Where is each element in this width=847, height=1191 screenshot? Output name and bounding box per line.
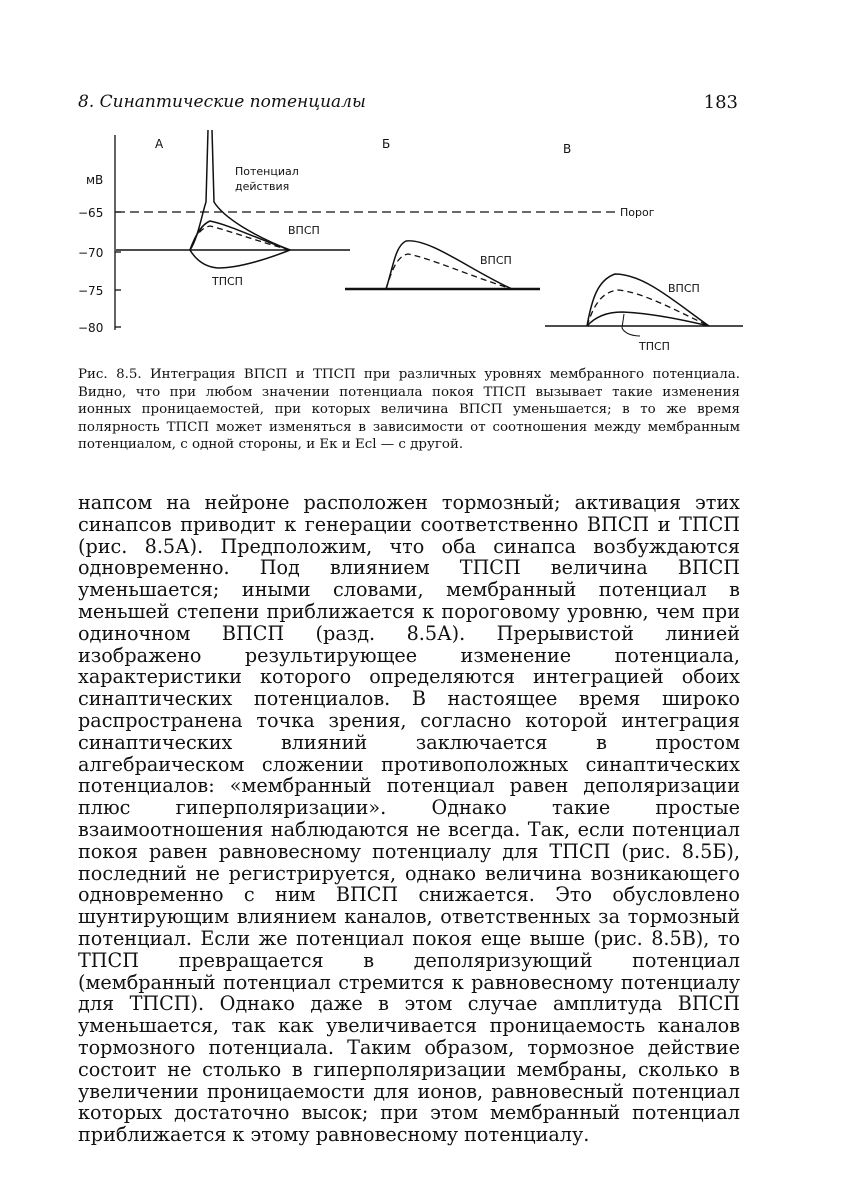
- action-potential-label: Потенциал: [235, 165, 299, 178]
- y-tick-label: −75: [78, 284, 104, 298]
- summed-potential-a: [190, 226, 290, 250]
- ipsp-curve-a: [190, 250, 290, 268]
- page-number: 183: [703, 92, 738, 113]
- ipsp-curve-c: [587, 312, 709, 326]
- epsp-label-b: ВПСП: [480, 254, 512, 267]
- epsp-label-c: ВПСП: [668, 282, 700, 295]
- y-tick-label: −65: [78, 206, 104, 220]
- action-potential-label: действия: [235, 180, 290, 193]
- figure-8-5: [60, 130, 760, 362]
- section-title: 8. Синаптические потенциалы: [78, 92, 366, 112]
- ipsp-label-a: ТПСП: [212, 275, 243, 288]
- threshold-label: Порог: [620, 206, 655, 219]
- figure-diagram: [60, 130, 760, 362]
- body-text: [78, 492, 740, 1146]
- panel-label-c: В: [563, 142, 572, 156]
- ipsp-pointer-c: [622, 314, 640, 336]
- epsp-label-a: ВПСП: [288, 224, 320, 237]
- y-tick-label: −70: [78, 246, 104, 260]
- y-tick-label: −80: [78, 321, 104, 335]
- body-paragraph: напсом на нейроне расположен тормозный; активация этих синапсов приводит к генерации соответственно ВПСП и ТПСП (рис. 8.5А). Предположим, что оба синапса возбуждаются одновременно. Под влиянием ТПСП величина ВПСП уменьшается; иными словами, мембранный потенциал в меньшей степени приближается к пороговому уровню, чем при одиночном ВПСП (разд. 8.5А). Прерывистой линией изображено результирующее изменение потенциала, характеристики которого определяются интеграцией обоих синаптических потенциалов. В настоящее время широко распространена точка зрения, согласно которой интеграция синаптических влияний заключается в простом алгебраическом сложении противоположных синаптических потенциалов: «мембранный потенциал равен деполяризации плюс гиперполяризации». Однако такие простые взаимоотношения наблюдаются не всегда. Так, если потенциал покоя равен равновесному потенциалу для ТПСП (рис. 8.5Б), последний не регистрируется, однако величина возникающего одновременно с ним ВПСП снижается. Это обусловлено шунтирующим влиянием каналов, ответственных за тормозный потенциал. Если же потенциал покоя еще выше (рис. 8.5В), то ТПСП превращается в деполяризующий потенциал (мембранный потенциал стремится к равновесному потенциалу для ТПСП). Однако даже в этом случае амплитуда ВПСП уменьшается, так как увеличивается проницаемость каналов тормозного потенциала. Таким образом, тормозное действие состоит не столько в гиперполяризации мембраны, сколько в увеличении проницаемости для ионов, равновесный потенциал которых достаточно высок; при этом мембранный потенциал приближается к этому равновесному потенциалу.: [78, 491, 740, 1147]
- ipsp-label-c: ТПСП: [639, 340, 670, 353]
- summed-potential-c: [587, 290, 709, 326]
- panel-label-b: Б: [382, 137, 391, 151]
- panel-label-a: А: [155, 137, 164, 151]
- figure-caption: Рис. 8.5. Интеграция ВПСП и ТПСП при различных уровнях мембранного потенциала. Видно, что при любом значении потенциала покоя ТПСП вызывает такие изменения ионных проницаемостей, при которых величина ВПСП уменьшается; в то же время полярность ТПСП может изменяться в зависимости от соотношения между мембранным потенциалом, с одной стороны, и Eк и Ecl — с другой.: [78, 367, 740, 453]
- axis-unit-label: мВ: [86, 173, 104, 187]
- running-header: [78, 92, 738, 116]
